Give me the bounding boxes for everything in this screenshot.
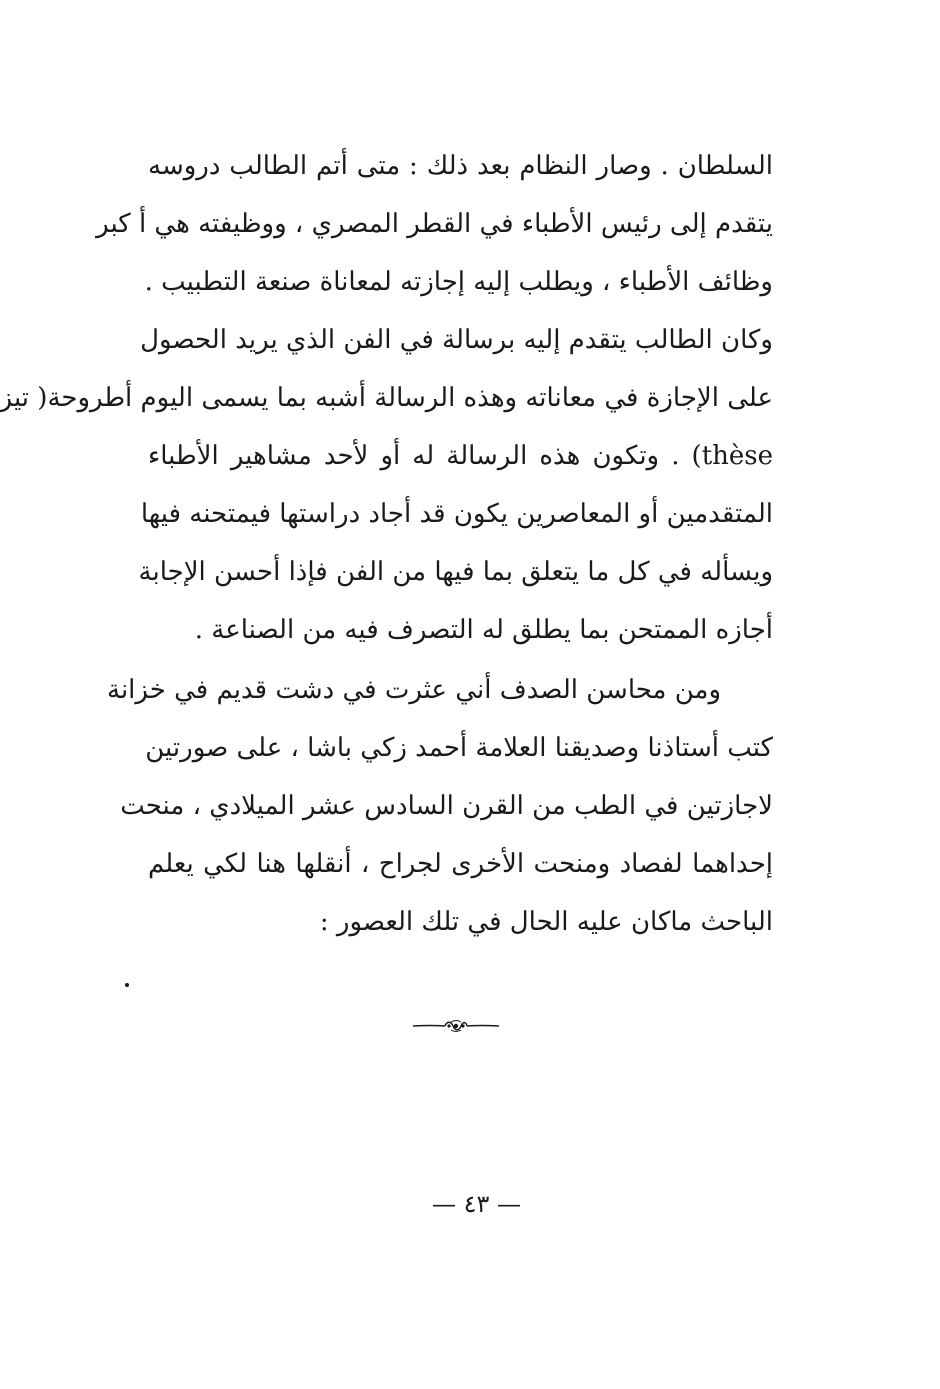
text-line: على الإجازة في معاناته وهذه الرسالة أشبه بما يسمى اليوم أطروحة( تيز — [0, 383, 773, 413]
text-line: thèse) . وتكون هذه الرسالة له أو لأحد مشاهير الأطباء — [148, 441, 773, 471]
text-line: الباحث ماكان عليه الحال في تلك العصور : — [319, 907, 773, 937]
text-line: كتب أستاذنا وصديقنا العلامة أحمد زكي باشا ، على صورتين — [145, 733, 773, 763]
paragraph-1 — [0, 137, 773, 659]
divider-ornament-icon — [411, 1018, 501, 1034]
text-line: يتقدم إلى رئيس الأطباء في القطر المصري ، ووظيفته هي أ كبر — [96, 209, 773, 239]
text-line: لاجازتين في الطب من القرن السادس عشر الميلادي ، منحت — [120, 791, 773, 821]
text-line: وكان الطالب يتقدم إليه برسالة في الفن الذي يريد الحصول — [140, 325, 773, 355]
text-line: السلطان . وصار النظام بعد ذلك : متى أتم الطالب دروسه — [148, 151, 773, 181]
paragraph-2 — [107, 661, 773, 951]
text-line: أجازه الممتحن بما يطلق له التصرف فيه من الصناعة . — [194, 615, 773, 645]
text-line: المتقدمين أو المعاصرين يكون قد أجاد دراستها فيمتحنه فيها — [140, 499, 773, 529]
text-line: وظائف الأطباء ، ويطلب إليه إجازته لمعاناة صنعة التطبيب . — [144, 267, 773, 297]
text-line: ويسأله في كل ما يتعلق بما فيها من الفن فإذا أحسن الإجابة — [138, 557, 773, 587]
page-number: — ٤٣ — — [431, 1190, 522, 1218]
text-line: ومن محاسن الصدف أني عثرت في دشت قديم في خزانة — [107, 675, 721, 705]
ink-dot — [125, 983, 129, 987]
text-line: إحداهما لفصاد ومنحت الأخرى لجراح ، أنقلها هنا لكي يعلم — [148, 849, 773, 879]
